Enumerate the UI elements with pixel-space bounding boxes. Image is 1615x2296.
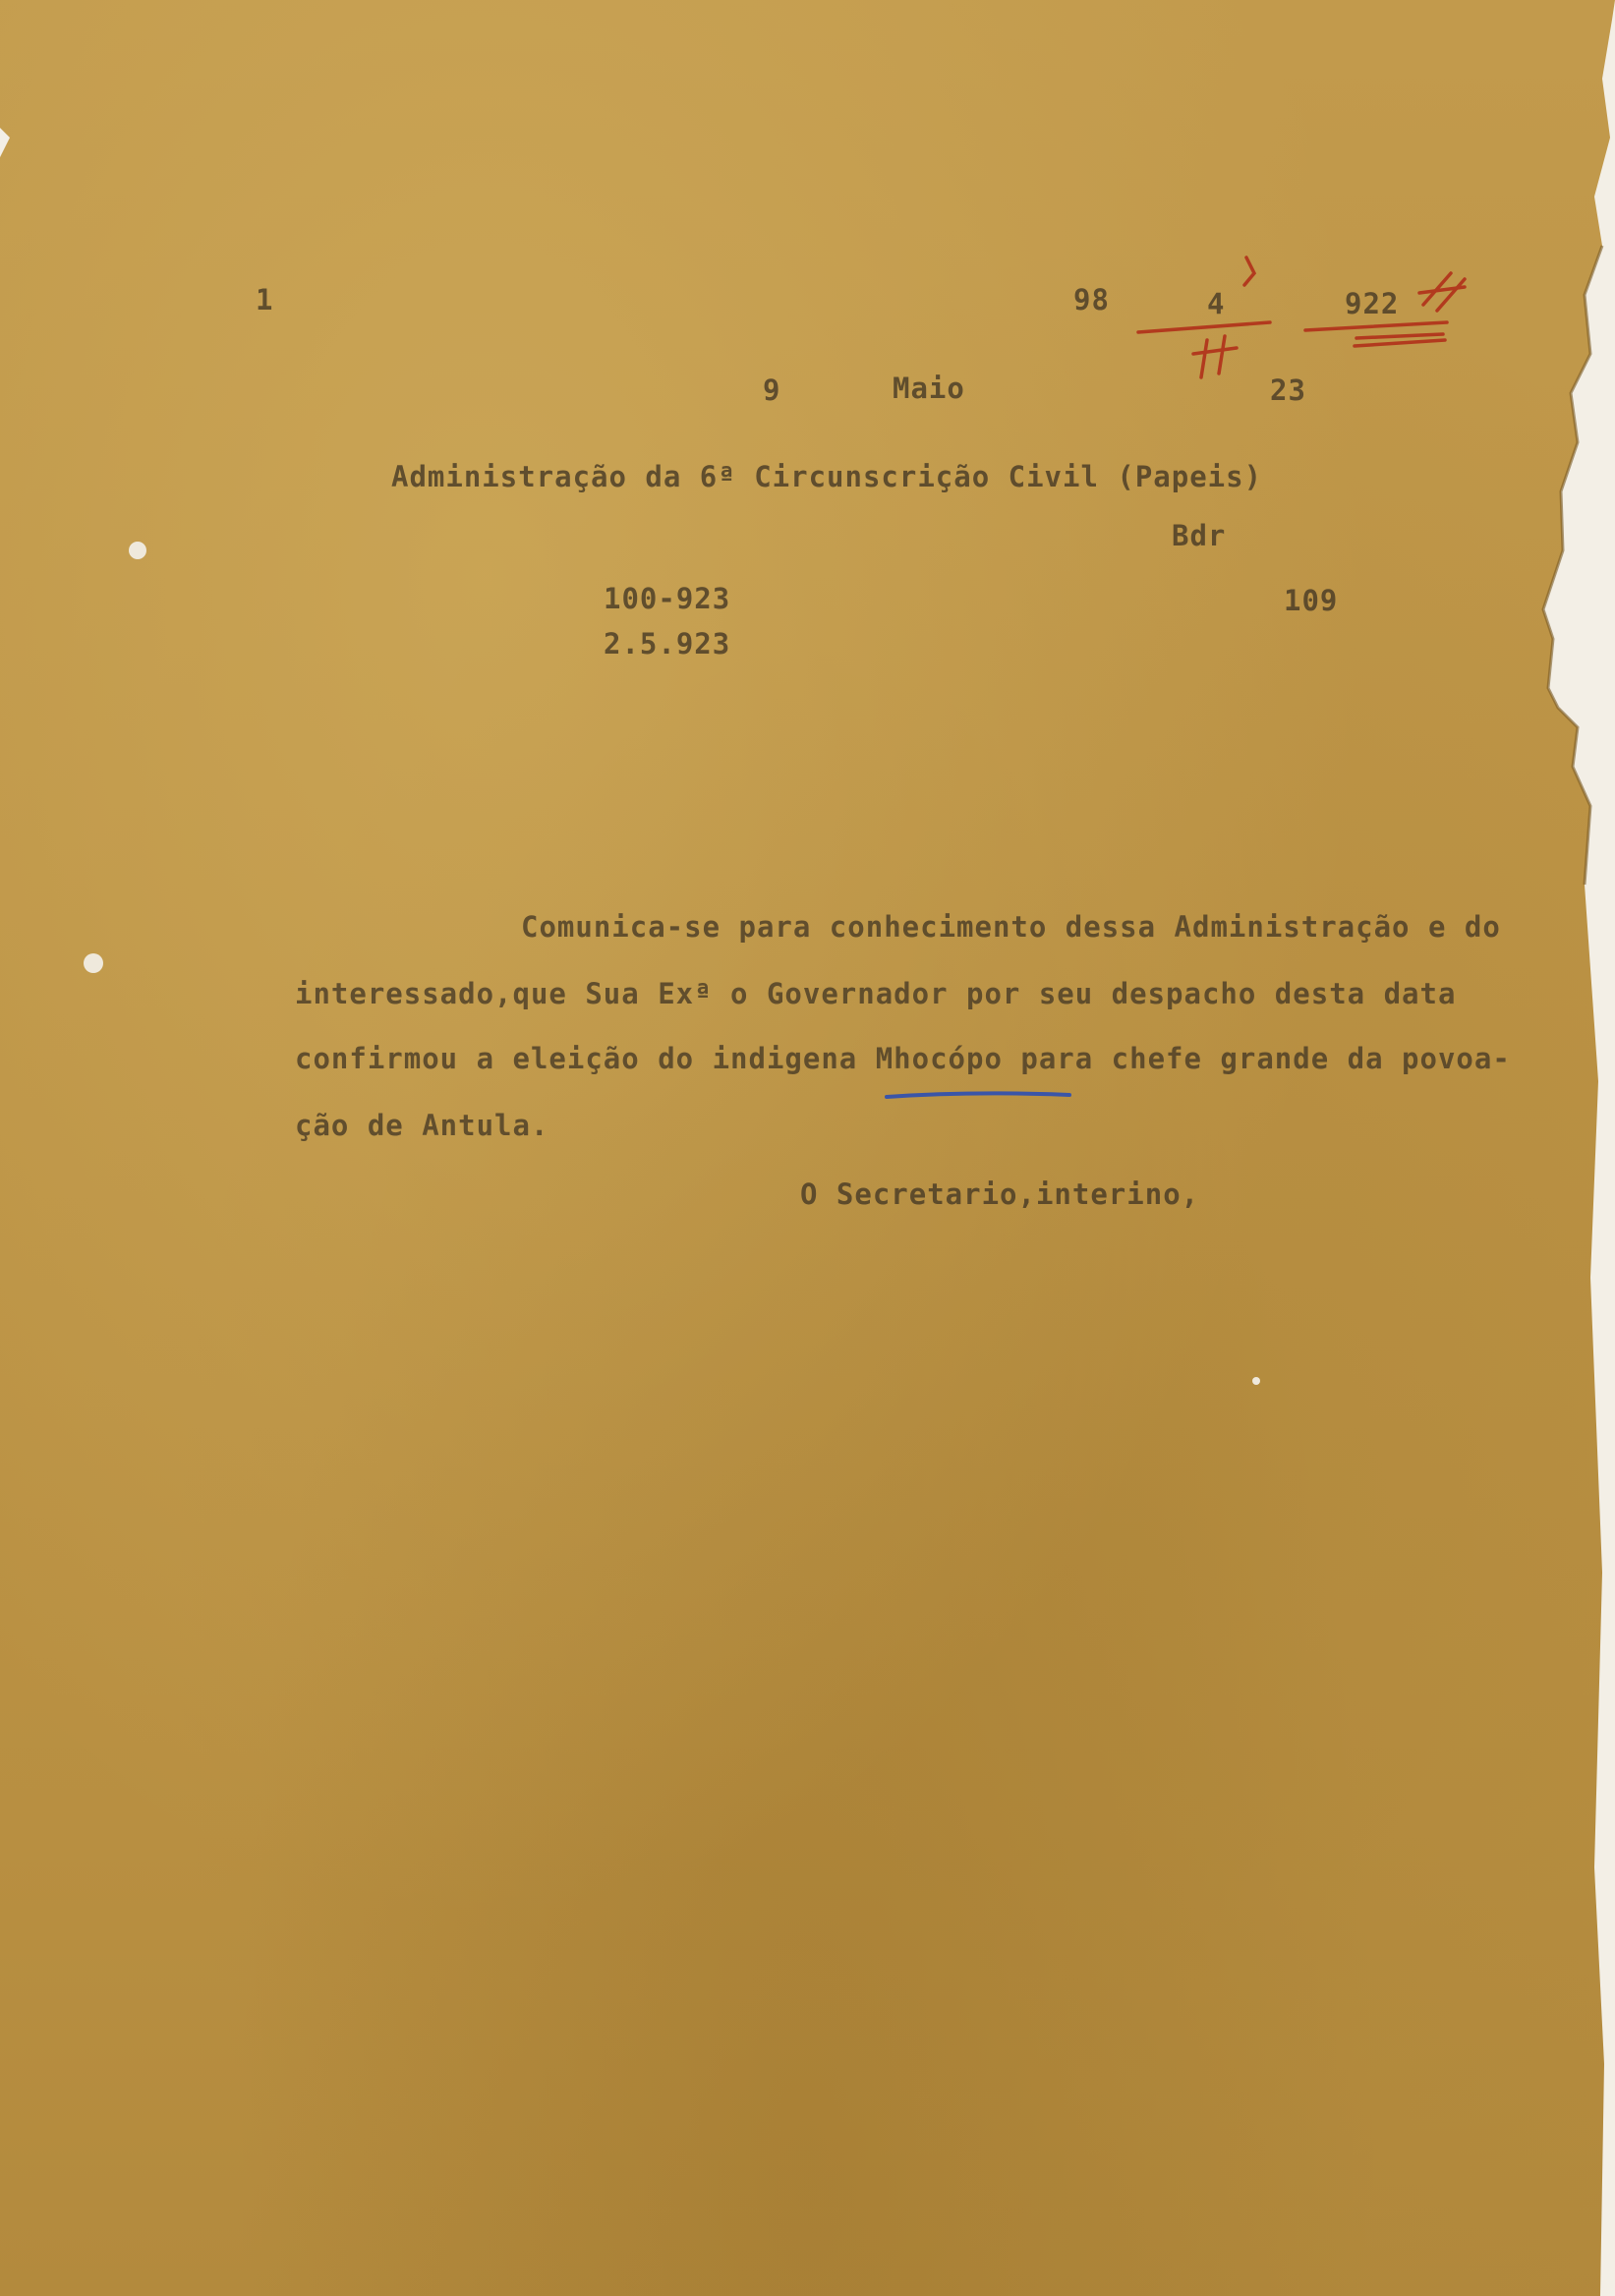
reference-date: 2.5.923 [604, 627, 731, 660]
body-line-3: confirmou a eleição do indigena Mhocópo para chefe grande da povoa- [295, 1042, 1511, 1075]
reference-a: 98 [1073, 283, 1110, 316]
document-number: 1 [256, 283, 274, 316]
addressee-code: Bdr [1172, 519, 1227, 552]
reference-b: 4 [1207, 287, 1226, 320]
body-line-1: Comunica-se para conhecimento dessa Administração e do [521, 910, 1501, 944]
date-day: 9 [763, 373, 781, 407]
reference-number: 100-923 [604, 582, 731, 615]
body-line-2: interessado,que Sua Exª o Governador por seu despacho desta data [295, 977, 1457, 1010]
reference-count: 109 [1284, 584, 1339, 617]
signature-line: O Secretario,interino, [800, 1177, 1200, 1211]
body-line-4: ção de Antula. [295, 1109, 549, 1142]
reference-c: 922 [1345, 287, 1400, 320]
date-month: Maio [893, 372, 965, 405]
addressee-line: Administração da 6ª Circunscrição Civil (Papeis) [391, 460, 1263, 493]
date-year: 23 [1270, 373, 1306, 407]
